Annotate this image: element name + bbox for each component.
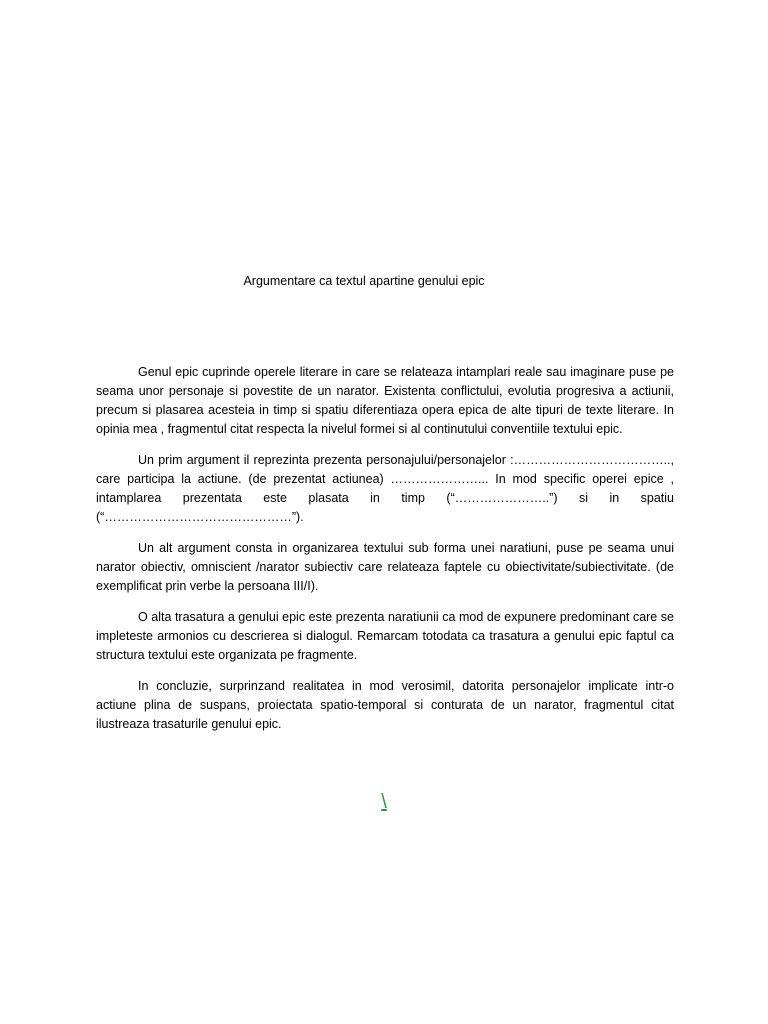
paragraph-second-argument: Un alt argument consta in organizarea textului sub forma unei naratiuni, puse pe seama unui narator obiectiv, omniscient /narator subiectiv care relateaza faptele cu obiectivitate/subiectivitate. (de exemplificat prin verbe la persoana III/I).: [96, 541, 674, 593]
document-body: [96, 363, 674, 746]
paragraph-conclusion: In concluzie, surprinzand realitatea in mod verosimil, datorita personajelor implicate intr-o actiune plina de suspans, proiectata spatio-temporal si conturata de un narator, fragmentul citat ilustreaza trasaturile genului epic.: [96, 679, 674, 731]
paragraph-third-trait: O alta trasatura a genului epic este prezenta naratiunii ca mod de expunere predominant care se impleteste armonios cu descrierea si dialogul. Remarcam totodata ca trasatura a genului epic faptul ca structura textului este organizata pe fragmente.: [96, 610, 674, 662]
paragraph-first-argument: Un prim argument il reprezinta prezenta personajului/personajelor :……………………………….., care participa la actiune. (de prezentat actiunea) …………………... In mod specific operei epice , intamplarea prezentata este plasata in timp (“…………………..”) si in spatiu (“………………………………………”).: [96, 453, 674, 524]
green-backslash-mark: \: [381, 791, 387, 813]
document-title: Argumentare ca textul apartine genului epic: [243, 274, 485, 288]
paragraph-intro: Genul epic cuprinde operele literare in care se relateaza intamplari reale sau imaginare puse pe seama unor personaje si povestite de un narator. Existenta conflictului, evolutia progresiva a actiunii, precum si plasarea acesteia in timp si spatiu diferentiaza opera epica de alte tipuri de texte literare. In opinia mea , fragmentul citat respecta la nivelul formei si al continutului conventiile textului epic.: [96, 365, 674, 436]
